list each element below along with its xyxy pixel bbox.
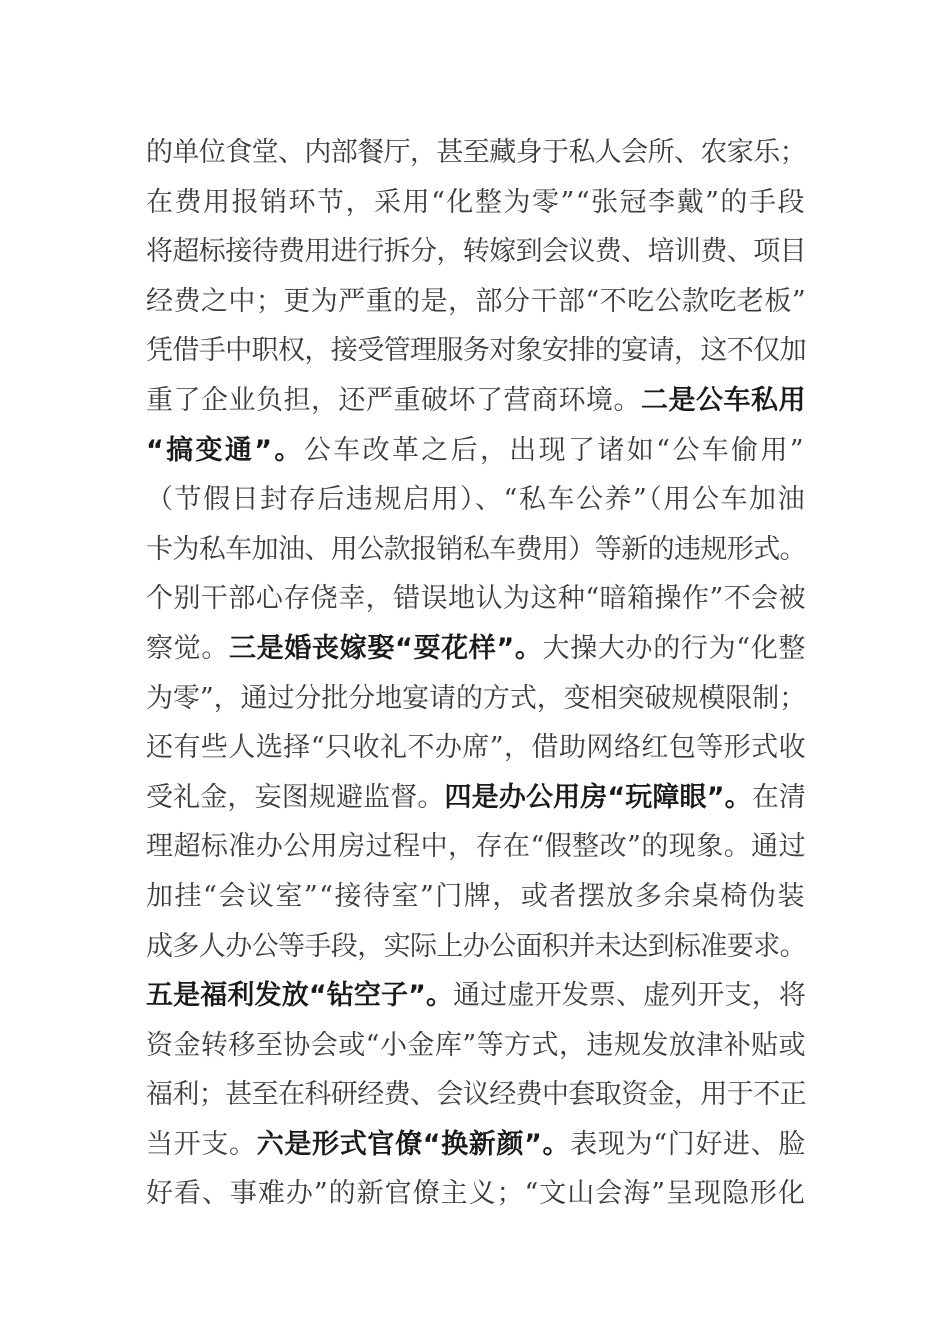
body-text [146, 128, 806, 1219]
text-line [146, 1120, 806, 1170]
text-line [146, 128, 806, 178]
text-segment: 重了企业负担，还严重破坏了营商环境。 [146, 384, 641, 416]
text-segment: 大操大办的行为“化整 [542, 632, 807, 664]
text-segment: 将超标接待费用进行拆分，转嫁到会议费、培训费、项目 [146, 236, 806, 268]
text-line [146, 1070, 806, 1120]
text-segment: 个别干部心存侥幸，错误地认为这种“暗箱操作”不会被 [146, 583, 807, 615]
text-segment: 在清 [751, 781, 806, 813]
text-line [146, 525, 806, 575]
text-line [146, 376, 806, 426]
text-segment: 福利；甚至在科研经费、会议经费中套取资金，用于不正 [146, 1079, 806, 1111]
text-segment: 当开支。 [146, 1128, 257, 1160]
text-line [146, 227, 806, 277]
text-segment: 在费用报销环节，采用“化整为零”“张冠李戴”的手段 [146, 186, 806, 218]
text-line [146, 426, 806, 476]
text-line [146, 773, 806, 823]
text-segment: 经费之中；更为严重的是，部分干部“不吃公款吃老板” [146, 285, 807, 317]
text-segment: 通过虚开发票、虚列开支，将 [453, 980, 806, 1012]
text-line [146, 326, 806, 376]
text-segment: 还有些人选择“只收礼不办席”，借助网络红包等形式收 [146, 732, 807, 764]
text-segment: 成多人办公等手段，实际上办公面积并未达到标准要求。 [146, 930, 806, 962]
text-segment: 凭借手中职权，接受管理服务对象安排的宴请，这不仅加 [146, 335, 806, 367]
text-segment: 加挂“会议室”“接待室”门牌，或者摆放多余桌椅伪装 [146, 880, 806, 912]
text-segment: 公车改革之后，出现了诸如“公车偷用” [303, 434, 806, 466]
text-line [146, 624, 806, 674]
text-line [146, 178, 806, 228]
text-segment: （节假日封存后违规启用）、“私车公养”（用公车加油 [146, 484, 807, 516]
bold-heading-segment: 三是婚丧嫁娶“耍花样”。 [229, 632, 543, 664]
text-line [146, 822, 806, 872]
text-line [146, 971, 806, 1021]
bold-heading-segment: 六是形式官僚“换新颜”。 [256, 1128, 571, 1160]
text-line [146, 723, 806, 773]
text-segment: 察觉。 [146, 632, 230, 664]
text-segment: 受礼金，妄图规避监督。 [146, 781, 445, 813]
bold-heading-segment: 四是办公用房“玩障眼”。 [444, 781, 752, 813]
text-line [146, 872, 806, 922]
text-line [146, 1021, 806, 1071]
text-line [146, 277, 806, 327]
text-line [146, 1169, 806, 1219]
text-line [146, 674, 806, 724]
text-segment: 为零”，通过分批分地宴请的方式，变相突破规模限制； [146, 682, 807, 714]
text-segment: 理超标准办公用房过程中，存在“假整改”的现象。通过 [146, 831, 807, 863]
text-line [146, 475, 806, 525]
bold-heading-segment: 五是福利发放“钻空子”。 [146, 980, 454, 1012]
text-segment: 表现为“门好进、脸 [570, 1128, 807, 1160]
text-line [146, 922, 806, 972]
text-segment: 的单位食堂、内部餐厅，甚至藏身于私人会所、农家乐； [146, 137, 806, 168]
bold-heading-segment: 二是公车私用 [641, 384, 806, 416]
text-segment: 卡为私车加油、用公款报销私车费用）等新的违规形式。 [146, 533, 806, 565]
text-segment: 好看、事难办”的新官僚主义；“文山会海”呈现隐形化 [146, 1178, 806, 1210]
bold-heading-segment: “搞变通”。 [146, 434, 304, 466]
text-segment: 资金转移至协会或“小金库”等方式，违规发放津补贴或 [146, 1029, 807, 1061]
text-line [146, 574, 806, 624]
